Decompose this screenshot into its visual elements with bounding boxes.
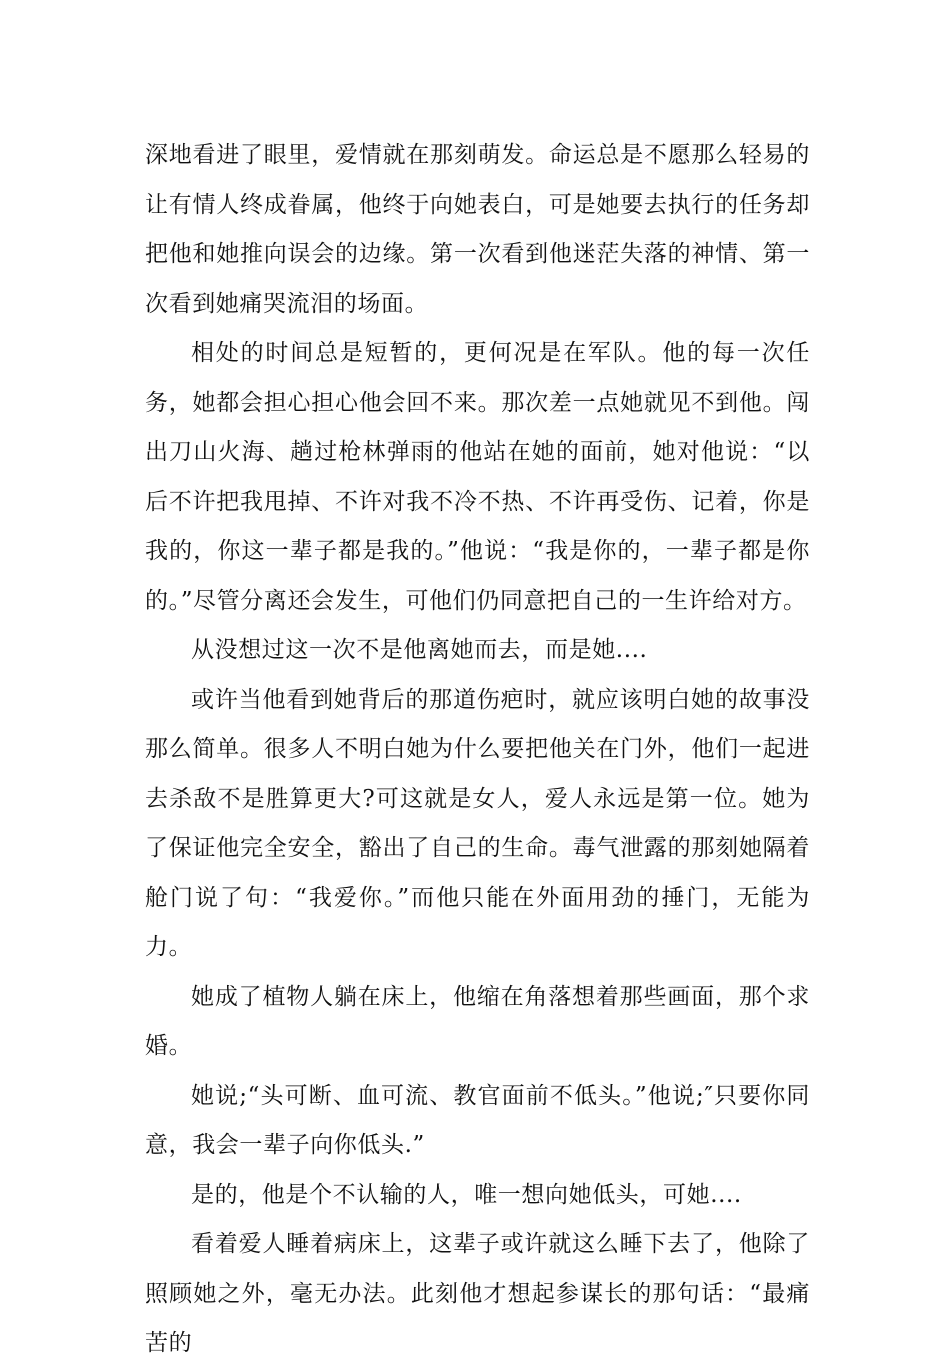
paragraph: 从没想过这一次不是他离她而去，而是她.... [191, 637, 648, 663]
paragraph: 她成了植物人躺在床上，他缩在角落想着那些画面，那个求婚。 [145, 983, 810, 1059]
paragraph: 是的，他是个不认输的人，唯一想向她低头，可她.... [191, 1181, 742, 1208]
paragraph: 她说;“头可断、血可流、教官面前不低头。”他说;″只要你同意，我会一辈子向你低头.” [145, 1082, 810, 1158]
paragraph-continuation: 深地看进了眼里，爱情就在那刻萌发。命运总是不愿那么轻易的让有情人终成眷属，他终于向她表白，可是她要去执行的任务却把他和她推向误会的边缘。第一次看到他迷茫失落的神情、第一次看到她痛哭流泪的场面。 [145, 142, 810, 317]
body-text [145, 131, 810, 1369]
paragraph: 看着爱人睡着病床上，这辈子或许就这么睡下去了，他除了照顾她之外，毫无办法。此刻他才想起参谋长的那句话：“最痛苦的 [145, 1231, 810, 1356]
paragraph: 或许当他看到她背后的那道伤疤时，就应该明白她的故事没那么简单。很多人不明白她为什么要把他关在门外，他们一起进去杀敌不是胜算更大?可这就是女人，爱人永远是第一位。她为了保证他完全安全，豁出了自己的生命。毒气泄露的那刻她隔着舱门说了句：“我爱你。”而他只能在外面用劲的捶门，无能为力。 [145, 686, 810, 960]
paragraph: 相处的时间总是短暂的，更何况是在军队。他的每一次任务，她都会担心担心他会回不来。那次差一点她就见不到他。闯出刀山火海、趟过枪林弹雨的他站在她的面前，她对他说：“以后不许把我甩掉、不许对我不冷不热、不许再受伤、记着，你是我的，你这一辈子都是我的。”他说：“我是你的，一辈子都是你的。”尽管分离还会发生，可他们仍同意把自己的一生许给对方。 [145, 340, 810, 614]
